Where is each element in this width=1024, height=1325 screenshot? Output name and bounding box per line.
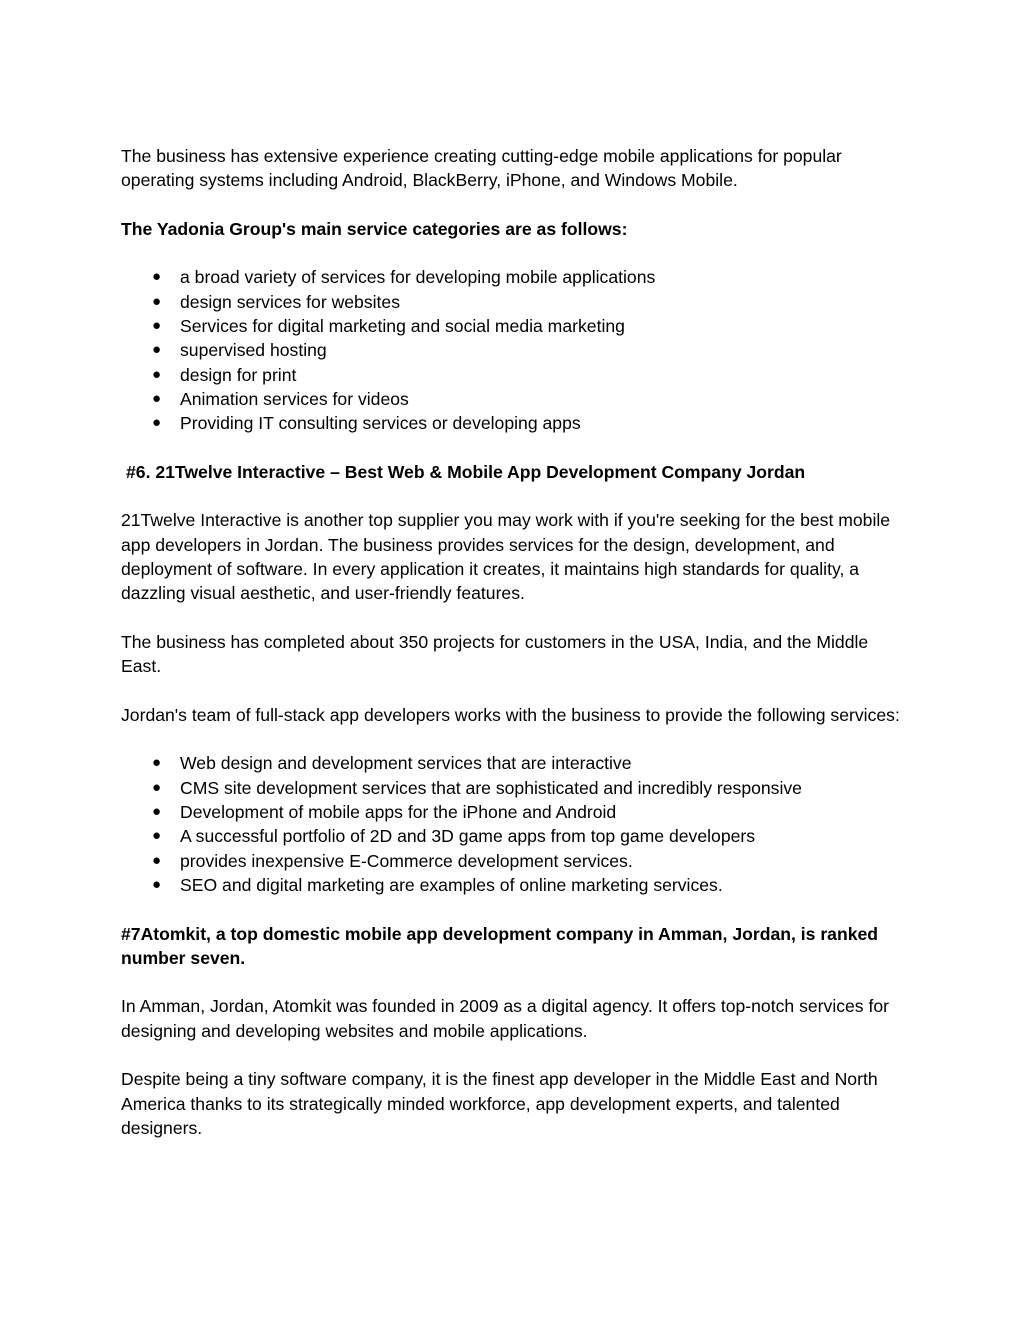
document-page bbox=[121, 144, 911, 1164]
bullet-icon: ● bbox=[152, 389, 162, 407]
bullet-icon: ● bbox=[152, 341, 162, 359]
list-item: ● Providing IT consulting services or developing apps bbox=[121, 411, 911, 435]
list-item: ● supervised hosting bbox=[121, 338, 911, 362]
list-item: ● design for print bbox=[121, 363, 911, 387]
section-6-paragraph-2: The business has completed about 350 projects for customers in the USA, India, and the Middle East. bbox=[121, 631, 869, 677]
list-item: ● SEO and digital marketing are examples of online marketing services. bbox=[121, 873, 911, 897]
list-item: ● Web design and development services that are interactive bbox=[121, 751, 911, 775]
section-6-services-list bbox=[121, 751, 911, 897]
bullet-icon: ● bbox=[152, 875, 162, 893]
bullet-icon: ● bbox=[152, 317, 162, 335]
list-item: ● CMS site development services that are sophisticated and incredibly responsive bbox=[121, 776, 911, 800]
list-item: ● A successful portfolio of 2D and 3D game apps from top game developers bbox=[121, 824, 911, 848]
section-7-paragraph-1: In Amman, Jordan, Atomkit was founded in 2009 as a digital agency. It offers top-notch services for designing and developing websites and mobile applications. bbox=[121, 996, 890, 1041]
section-7-heading: #7Atomkit, a top domestic mobile app development company in Amman, Jordan, is ranked number seven. bbox=[121, 923, 879, 968]
list-item: ● design services for websites bbox=[121, 290, 911, 314]
bullet-icon: ● bbox=[152, 414, 162, 432]
list-item: ● Animation services for videos bbox=[121, 387, 911, 411]
bullet-icon: ● bbox=[152, 851, 162, 869]
bullet-icon: ● bbox=[152, 268, 162, 286]
bullet-icon: ● bbox=[152, 365, 162, 383]
list-item: ● a broad variety of services for developing mobile applications bbox=[121, 265, 911, 289]
bullet-icon: ● bbox=[152, 778, 162, 796]
section-6-paragraph-3: Jordan's team of full-stack app developers works with the business to provide the following services: bbox=[121, 704, 900, 725]
intro-paragraph: The business has extensive experience creating cutting-edge mobile applications for popular operating systems including Android, BlackBerry, iPhone, and Windows Mobile. bbox=[121, 146, 842, 191]
section-7-paragraph-2: Despite being a tiny software company, it is the finest app developer in the Middle East and North America thanks to its strategically minded workforce, app development experts, and talented designers. bbox=[121, 1069, 878, 1138]
list-item: ● Services for digital marketing and social media marketing bbox=[121, 314, 911, 338]
bullet-icon: ● bbox=[152, 803, 162, 821]
section-6-heading: #6. 21Twelve Interactive – Best Web & Mobile App Development Company Jordan bbox=[126, 461, 806, 482]
yadonia-services-list bbox=[121, 265, 911, 435]
section-6-paragraph-1: 21Twelve Interactive is another top supplier you may work with if you're seeking for the best mobile app developers in Jordan. The business provides services for the design, development, and deployment of software. In every application it creates, it maintains high standards for quality, a dazzling visual aesthetic, and user-friendly features. bbox=[121, 510, 891, 604]
yadonia-services-heading: The Yadonia Group's main service categories are as follows: bbox=[121, 218, 628, 239]
list-item: ● Development of mobile apps for the iPhone and Android bbox=[121, 800, 911, 824]
list-item: ● provides inexpensive E-Commerce development services. bbox=[121, 849, 911, 873]
bullet-icon: ● bbox=[152, 827, 162, 845]
bullet-icon: ● bbox=[152, 292, 162, 310]
bullet-icon: ● bbox=[152, 754, 162, 772]
